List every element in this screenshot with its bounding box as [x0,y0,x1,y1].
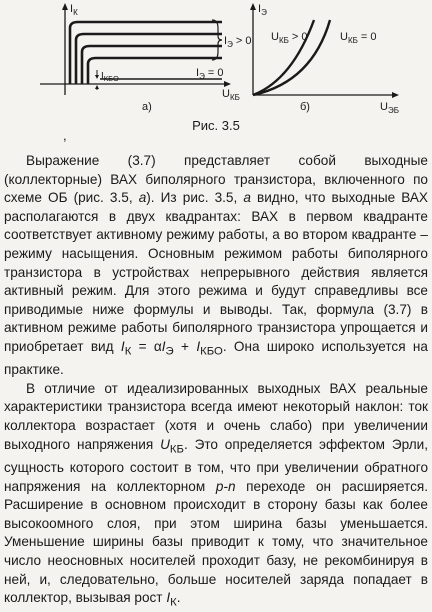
figure-3-5-a [0,0,432,118]
fig-a-panel-label: а) [142,101,152,113]
paragraph-1: Выражение (3.7) представляет собой выходные (коллекторные) ВАХ биполярного транзистора, включенного по схеме ОБ (рис. 3.5, а). Из рис. 3.5, а видно, что выходные ВАХ располагаются в двух квадрантах: ВАХ в первом квадранте соответствует активному режиму работы, а во втором квадранте – режиму насыщения. Основным режимом работы биполярного транзистора в устройствах непрерывного действия является активный режим. Для этого режима и будут справедливы все приводимые ниже формулы и выводы. Так, формула (3.7) в активном режиме работы биполярного транзистора упрощается и приобретает вид $I_К = \alpha I_Э + I_{КБО}$. Она широко используется на практике. [4,153,428,378]
fig-a-ikbo-label: $I_{КБО}$ [101,71,119,83]
fig-a-y-label: $I_К$ [70,3,78,17]
figure-caption: Рис. 3.5 [192,118,240,133]
fig-a-ie-positive-label: $I_Э > 0$ [224,35,252,49]
fig-a-ie-zero-label: $I_Э = 0$ [196,67,224,81]
formula: $I_К = \alpha I_Э + I_{КБО}$ [120,338,223,358]
brace-a [212,20,222,60]
ikbo-marker [95,70,99,90]
fig-b-panel-label: б) [300,101,310,113]
fig-b-ukb-positive-label: $U_{КБ} > 0$ [271,31,308,45]
paragraph-2: В отличие от идеализированных выходных ВАХ реальные характеристики транзистора всегда имеют некоторый наклон: ток коллектора возрастает (хотя и очень слабо) при увеличении выходного напряжения $U_{КБ}$. Это определяется эффектом Эрли, сущность которого состоит в том, что при увеличении обратного напряжения на коллекторном p-n переходе он расширяется. Расширение в основном происходит в сторону базы как более высокоомного слоя, при этом ширина базы уменьшается. Уменьшение ширины базы приводит к тому, что значительное число неосновных носителей проходит базу, не рекомбинируя в ней, и, следовательно, больше носителей заряда попадает в коллектор, вызывая рост $I_К$. [4,380,429,609]
figure-a-axes [40,3,231,95]
stray-mark: , [63,128,67,143]
fig-a-x-label: $U_{КБ}$ [222,88,240,102]
figure-area [0,0,432,118]
body-text [4,152,428,612]
fig-b-ukb-zero-label: $U_{КБ} = 0$ [340,31,377,45]
fig-b-y-label: $I_Э$ [258,3,267,17]
fig-b-x-label: $U_{ЭБ}$ [380,101,399,115]
